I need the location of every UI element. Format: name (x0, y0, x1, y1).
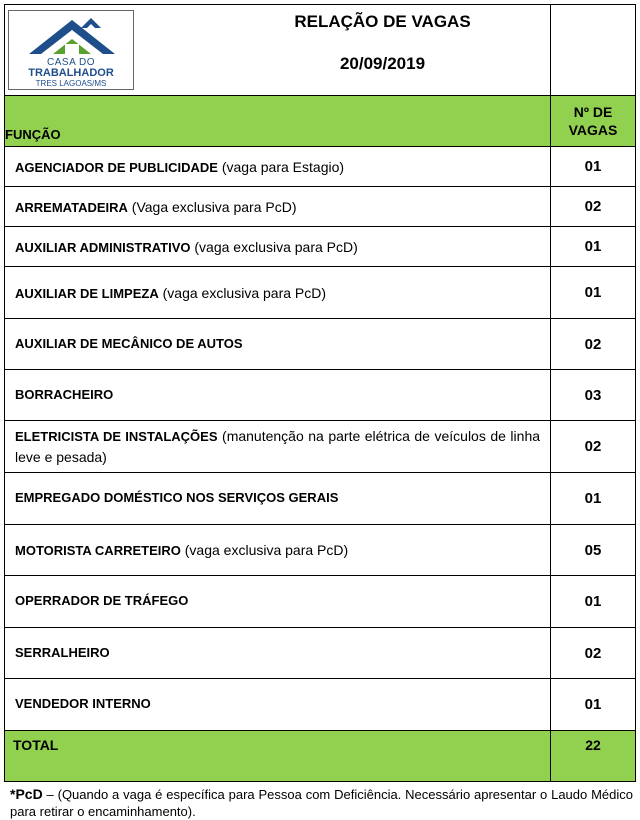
vacancy-count: 01 (551, 147, 636, 187)
title-row (5, 5, 636, 96)
page-date: 20/09/2019 (339, 54, 426, 73)
table-row (5, 319, 636, 370)
rows-body (5, 147, 636, 731)
function-cell (5, 267, 551, 319)
role-name: MOTORISTA CARRETEIRO (15, 543, 181, 558)
footnote-text: – (Quando a vaga é específica para Pessoa com Deficiência. Necessário apresentar o Laudo Médico para retirar o encaminhamento). (10, 787, 633, 819)
function-cell (5, 319, 551, 370)
vacancy-count: 01 (551, 679, 636, 731)
vacancy-count: 01 (551, 576, 636, 628)
function-cell (5, 147, 551, 187)
column-header-row (5, 96, 636, 147)
page-title: RELAÇÃO DE VAGAS (294, 12, 471, 31)
role-name: ELETRICISTA DE INSTALAÇÕES (15, 429, 218, 444)
role-note: (vaga exclusiva para PcD) (194, 238, 358, 255)
vacancy-count: 01 (551, 227, 636, 267)
logo-text-line2: TRABALHADOR (28, 67, 114, 79)
role-name: AUXILIAR DE MECÂNICO DE AUTOS (15, 336, 243, 351)
role-name: AGENCIADOR DE PUBLICIDADE (15, 159, 218, 175)
vacancy-count: 01 (551, 267, 636, 319)
function-cell (5, 473, 551, 525)
table-row (5, 421, 636, 473)
table-row (5, 628, 636, 679)
table-row (5, 525, 636, 576)
vacancy-count: 02 (551, 319, 636, 370)
table-row (5, 267, 636, 319)
logo-text-line1: CASA DO (47, 57, 95, 68)
vacancy-table (4, 4, 636, 782)
total-row (5, 731, 636, 782)
column-header-vacancies-line1: Nº DE (573, 104, 613, 120)
function-cell (5, 679, 551, 731)
vacancy-count: 02 (551, 628, 636, 679)
total-label: TOTAL (5, 731, 551, 782)
role-name: OPERRADOR DE TRÁFEGO (15, 593, 189, 608)
role-name: EMPREGADO DOMÉSTICO NOS SERVIÇOS GERAIS (15, 490, 339, 505)
house-logo-icon (25, 14, 119, 58)
table-row (5, 679, 636, 731)
table-row (5, 473, 636, 525)
column-header-function: FUNÇÃO (5, 96, 551, 147)
function-cell (5, 576, 551, 628)
vacancy-sheet (4, 4, 635, 820)
logo-cell (5, 5, 551, 96)
vacancy-count: 03 (551, 370, 636, 421)
logo-text-line3: TRES LAGOAS/MS (35, 79, 107, 88)
role-name: BORRACHEIRO (15, 387, 114, 402)
footnote-term: *PcD (10, 786, 43, 802)
role-name: SERRALHEIRO (15, 645, 110, 660)
table-row (5, 187, 636, 227)
function-cell (5, 187, 551, 227)
table-row (5, 147, 636, 187)
function-cell (5, 525, 551, 576)
vacancy-count: 02 (551, 187, 636, 227)
function-cell (5, 370, 551, 421)
function-cell (5, 628, 551, 679)
role-note: (vaga para Estagio) (221, 158, 345, 175)
role-note: (Vaga exclusiva para PcD) (131, 198, 297, 215)
role-name: ARREMATADEIRA (15, 199, 128, 215)
role-note: (manutenção na parte elétrica de veículos de linha leve e pesada) (15, 428, 541, 465)
table-row (5, 370, 636, 421)
title-right-cell (551, 5, 636, 96)
casa-do-trabalhador-logo (8, 10, 134, 90)
role-note: (vaga exclusiva para PcD) (162, 284, 327, 301)
role-name: AUXILIAR DE LIMPEZA (15, 285, 159, 301)
vacancy-count: 01 (551, 473, 636, 525)
function-cell (5, 227, 551, 267)
vacancy-count: 02 (551, 421, 636, 473)
vacancy-count: 05 (551, 525, 636, 576)
column-header-vacancies-line2: VAGAS (568, 122, 618, 138)
table-row (5, 576, 636, 628)
role-note: (vaga exclusiva para PcD) (184, 542, 349, 558)
role-name: AUXILIAR ADMINISTRATIVO (15, 239, 191, 255)
role-name: VENDEDOR INTERNO (15, 696, 151, 711)
function-cell (5, 421, 551, 473)
table-row (5, 227, 636, 267)
total-count: 22 (551, 731, 636, 782)
column-header-vacancies (551, 96, 636, 147)
